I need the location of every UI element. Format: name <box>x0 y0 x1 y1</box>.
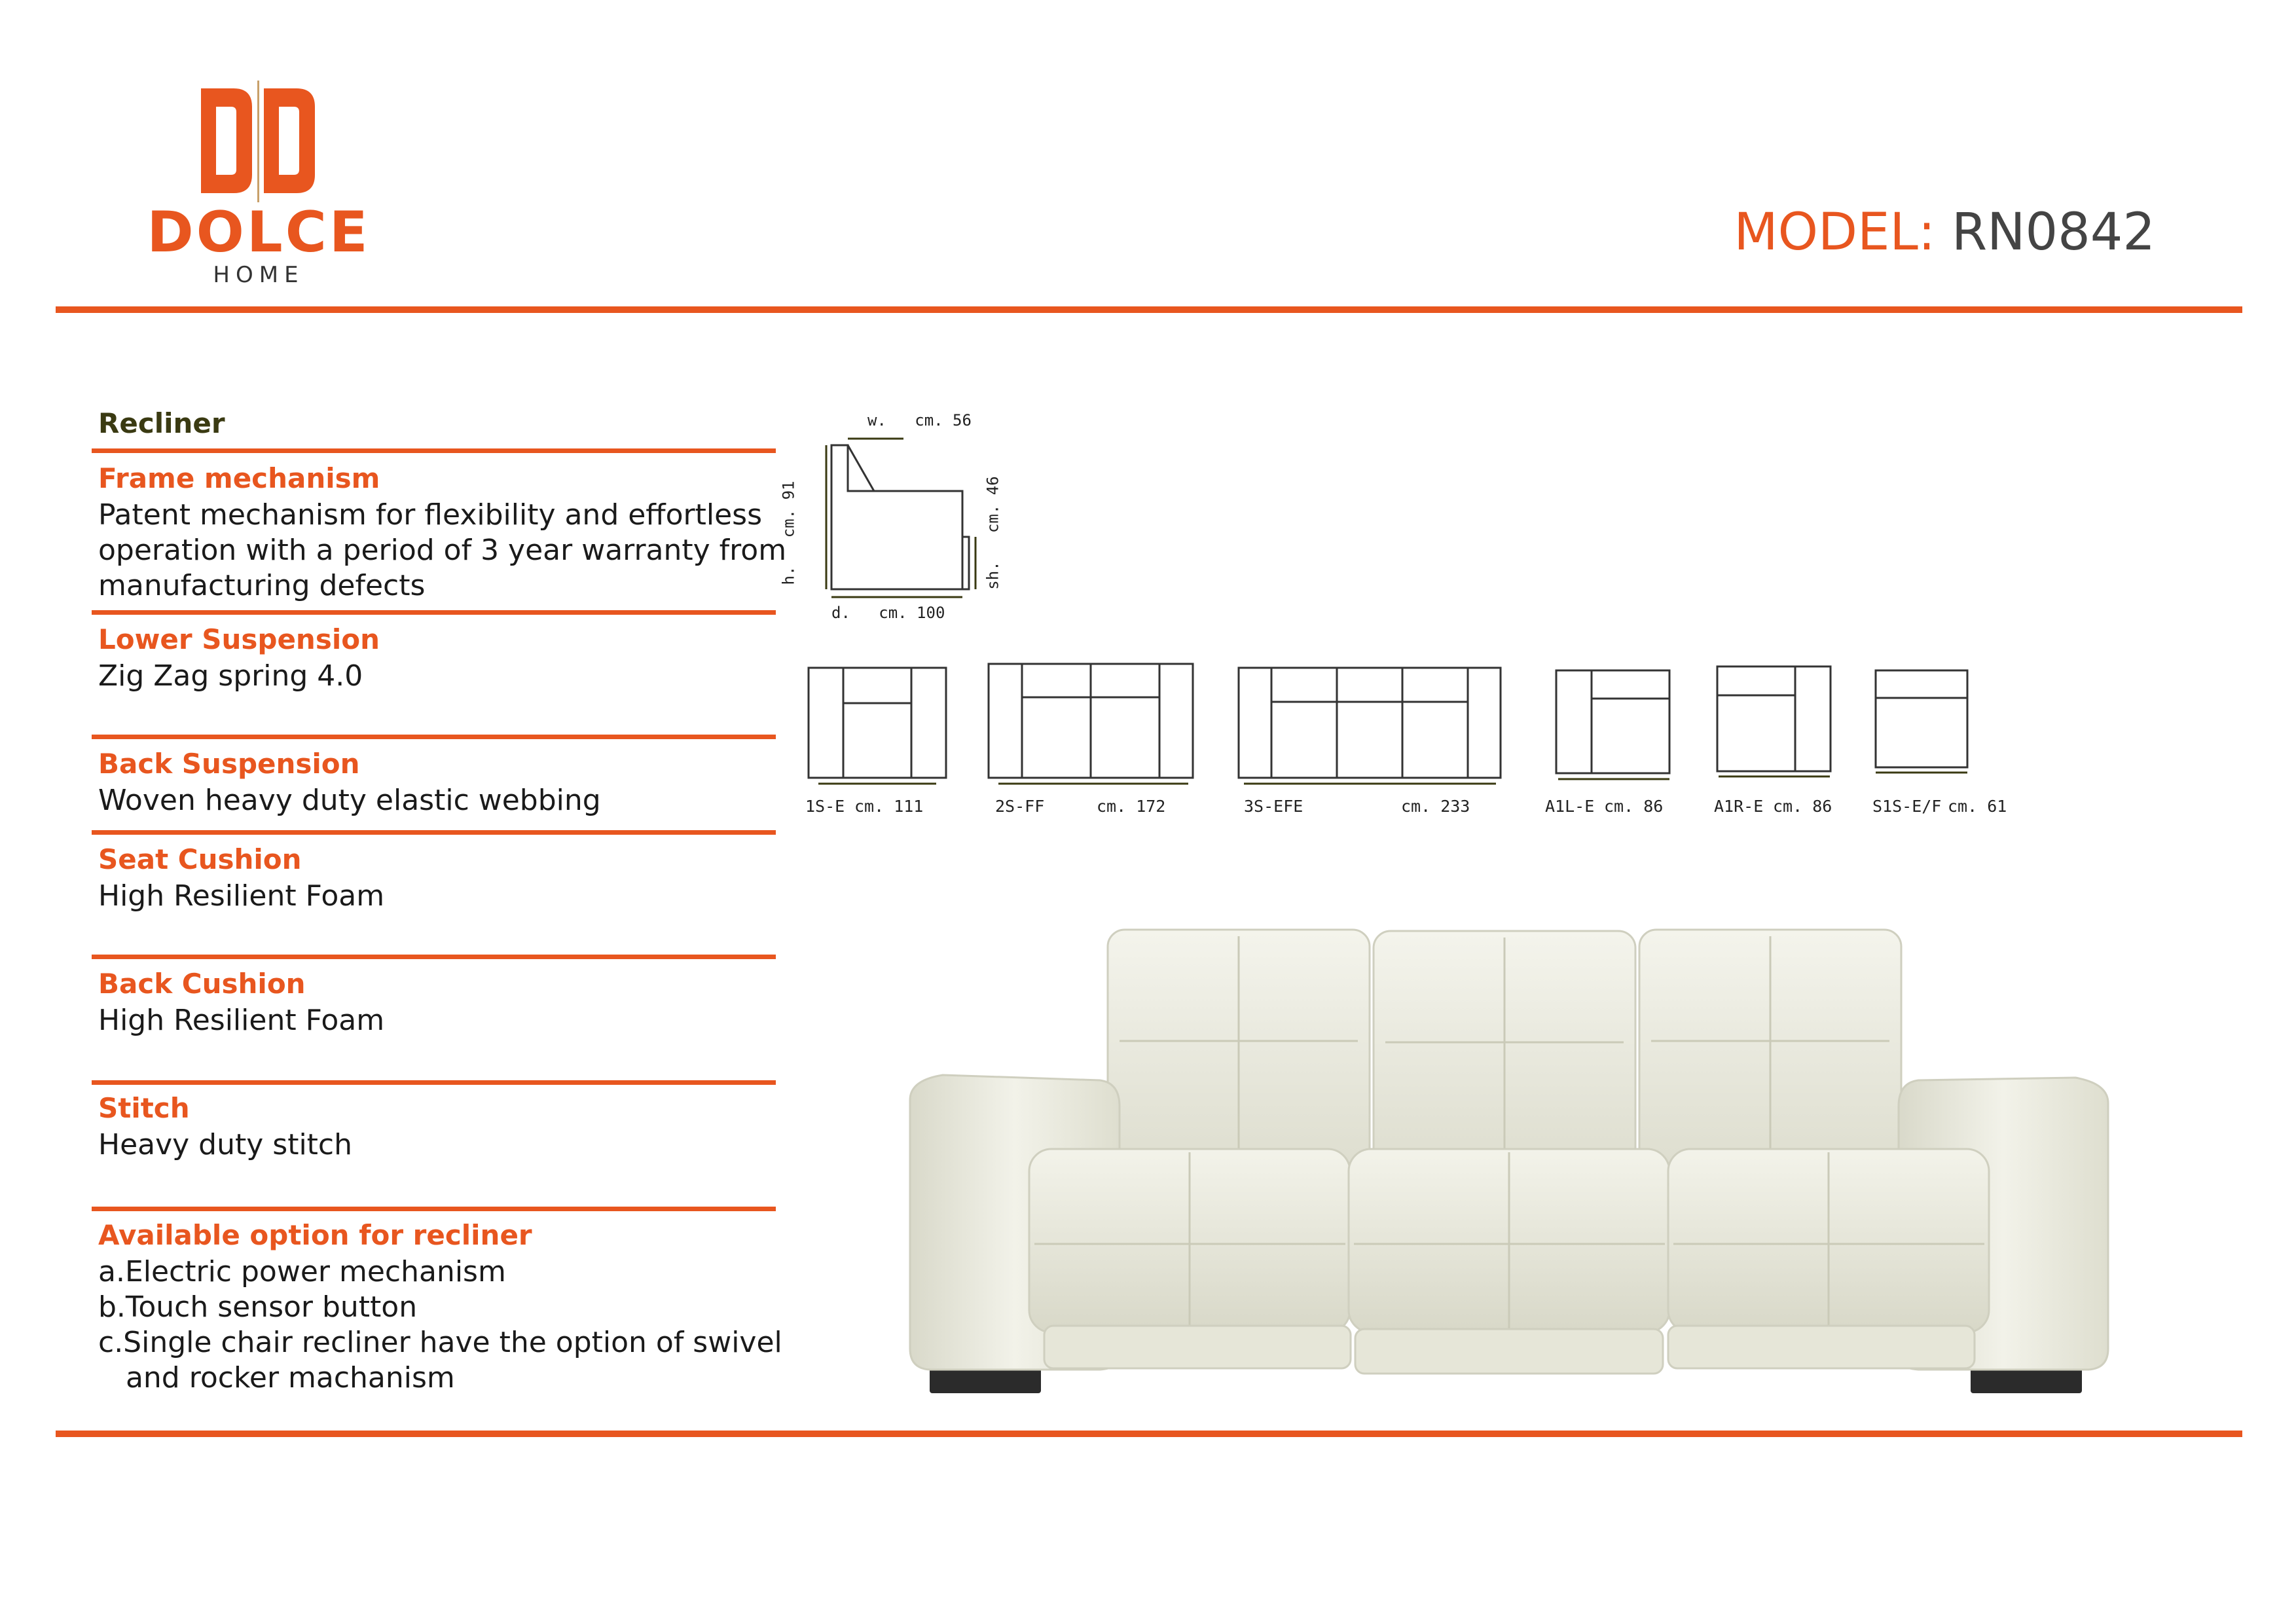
module-3s-efe-plan <box>1239 668 1501 778</box>
spec-divider <box>92 1207 776 1211</box>
module-2s-ff-plan <box>989 664 1193 778</box>
spec-title-lower-suspension: Lower Suspension <box>98 623 380 655</box>
module-size-s1s-ef: cm. 61 <box>1948 797 2007 816</box>
spec-title-stitch: Stitch <box>98 1092 190 1124</box>
spec-text-back-suspension: Woven heavy duty elastic webbing <box>98 784 601 817</box>
brand-monogram <box>128 75 376 206</box>
spec-text-option-c-cont: and rocker machanism <box>98 1361 455 1395</box>
module-size-3s-efe: cm. 233 <box>1401 797 1470 816</box>
spec-divider <box>92 955 776 959</box>
spec-title-seat-cushion: Seat Cushion <box>98 843 302 875</box>
footer-divider <box>56 1431 2242 1437</box>
brand-sub: HOME <box>213 262 304 288</box>
sofa-product-image <box>903 923 2115 1401</box>
dim-height: h. cm. 91 <box>779 481 798 585</box>
brand-name: DOLCE <box>147 200 371 265</box>
side-view-diagram <box>812 432 982 609</box>
module-code-1s-e: 1S-E <box>805 797 845 816</box>
spec-text-option-c: c.Single chair recliner have the option of swivel <box>98 1326 782 1359</box>
spec-title-back-suspension: Back Suspension <box>98 748 360 780</box>
module-size-a1l-e: cm. 86 <box>1604 797 1664 816</box>
module-s1s-ef-plan <box>1876 670 1967 767</box>
module-size-1s-e: cm. 111 <box>854 797 924 816</box>
module-code-2s-ff: 2S-FF <box>995 797 1045 816</box>
model-value: RN0842 <box>1951 203 2155 262</box>
module-diagrams <box>799 655 2108 831</box>
spec-divider <box>92 830 776 835</box>
module-size-a1r-e: cm. 86 <box>1773 797 1832 816</box>
spec-text-frame-2: operation with a period of 3 year warranty from <box>98 534 787 567</box>
spec-text-stitch: Heavy duty stitch <box>98 1128 353 1161</box>
spec-text-lower-suspension: Zig Zag spring 4.0 <box>98 659 363 693</box>
module-code-a1l-e: A1L-E <box>1545 797 1595 816</box>
dim-width: w. cm. 56 <box>867 411 972 429</box>
spec-divider <box>92 1080 776 1085</box>
spec-text-seat-cushion: High Resilient Foam <box>98 879 385 913</box>
model-label: MODEL: <box>1734 203 1936 262</box>
spec-text-frame-1: Patent mechanism for flexibility and effortless <box>98 498 763 532</box>
model-header <box>1734 203 2155 262</box>
spec-title-options: Available option for recliner <box>98 1219 532 1251</box>
dim-seat-height: sh. cm. 46 <box>983 476 1002 590</box>
module-code-3s-efe: 3S-EFE <box>1244 797 1303 816</box>
spec-text-frame-3: manufacturing defects <box>98 569 426 602</box>
header-divider <box>56 306 2242 313</box>
spec-text-back-cushion: High Resilient Foam <box>98 1004 385 1037</box>
spec-title-back-cushion: Back Cushion <box>98 968 306 1000</box>
module-size-2s-ff: cm. 172 <box>1097 797 1166 816</box>
brand-logo <box>128 75 376 291</box>
module-a1l-e-plan <box>1556 670 1669 773</box>
spec-divider <box>92 448 776 453</box>
spec-text-option-b: b.Touch sensor button <box>98 1290 418 1324</box>
spec-text-option-a: a.Electric power mechanism <box>98 1255 506 1288</box>
module-a1r-e-plan <box>1717 666 1831 771</box>
dim-depth: d. cm. 100 <box>831 604 945 622</box>
spec-divider <box>92 735 776 739</box>
spec-title-frame: Frame mechanism <box>98 462 380 494</box>
module-code-s1s-ef: S1S-E/F <box>1872 797 1942 816</box>
category-title: Recliner <box>98 407 225 439</box>
module-1s-e-plan <box>809 668 946 778</box>
module-code-a1r-e: A1R-E <box>1714 797 1764 816</box>
spec-divider <box>92 610 776 615</box>
